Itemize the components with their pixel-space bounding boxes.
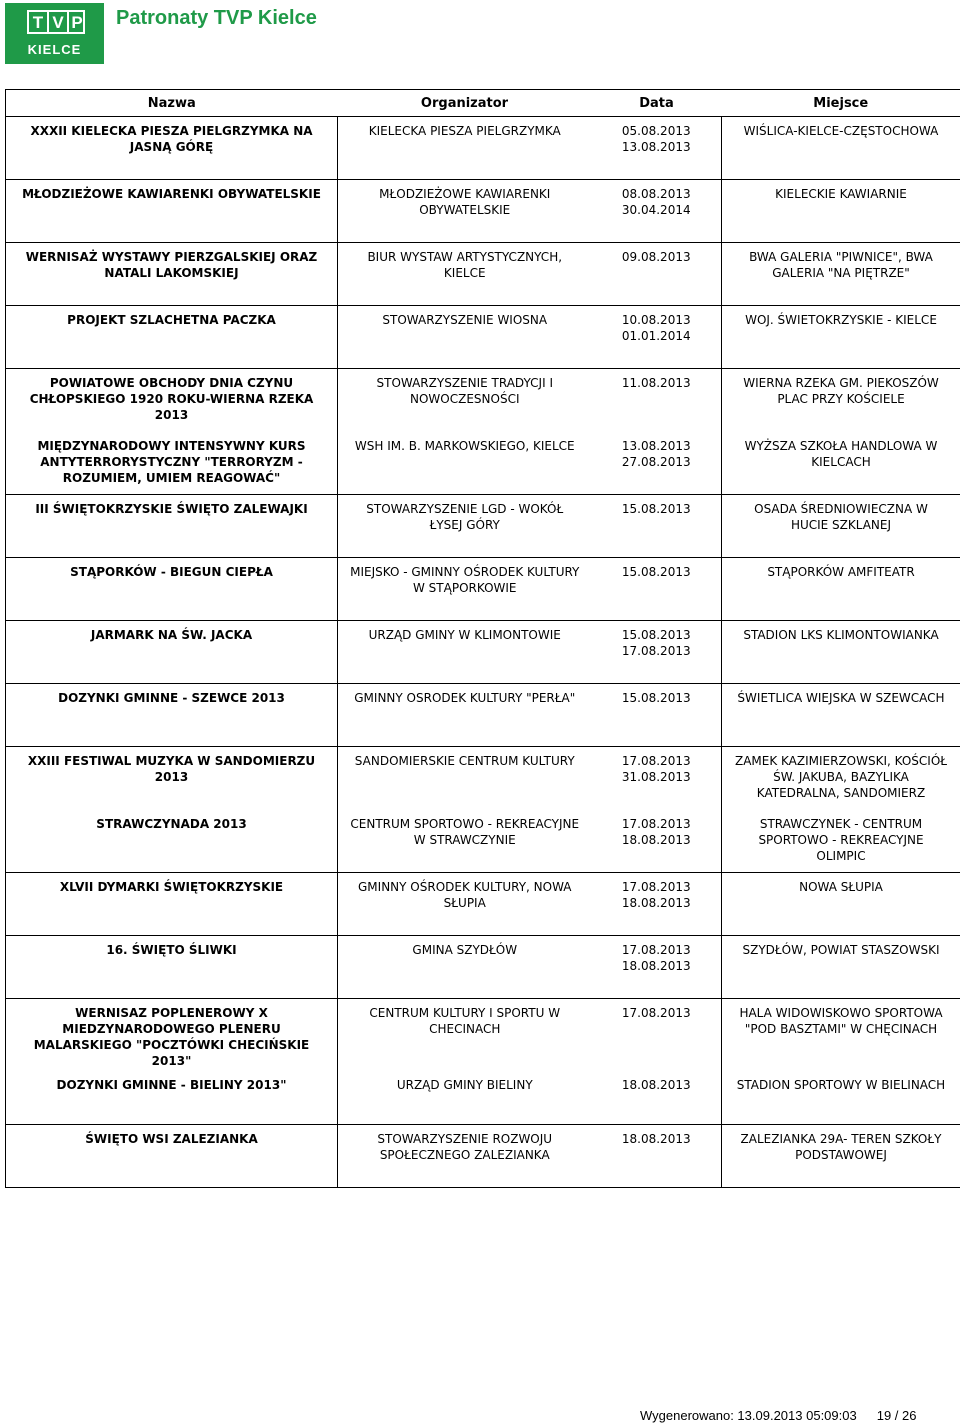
organizer-cell: BIUR WYSTAW ARTYSTYCZNYCH, KIELCE: [338, 243, 592, 306]
event-name-cell: WERNISAZ POPLENEROWY X MIEDZYNARODOWEGO PLENERU MALARSKIEGO "POCZTÓWKI CHECIŃSKIE 2013": [6, 999, 338, 1071]
event-name-cell: STRAWCZYNADA 2013: [6, 810, 338, 873]
place-cell: ŚWIETLICA WIEJSKA W SZEWCACH: [722, 684, 960, 747]
organizer-cell: STOWARZYSZENIE WIOSNA: [338, 306, 592, 369]
place-cell: NOWA SŁUPIA: [722, 873, 960, 936]
event-name-cell: MIĘDZYNARODOWY INTENSYWNY KURS ANTYTERRORYSTYCZNY "TERRORYZM - ROZUMIEM, UMIEM REAGOWAĆ": [6, 432, 338, 495]
table-row: [6, 747, 960, 810]
table-header: [6, 90, 960, 117]
page-footer: [640, 1408, 916, 1423]
table-row: [6, 621, 960, 684]
event-name-cell: PROJEKT SZLACHETNA PACZKA: [6, 306, 338, 369]
event-name-cell: III ŚWIĘTOKRZYSKIE ŚWIĘTO ZALEWAJKI: [6, 495, 338, 558]
event-name-cell: XLVII DYMARKI ŚWIĘTOKRZYSKIE: [6, 873, 338, 936]
organizer-cell: CENTRUM SPORTOWO - REKREACYJNE W STRAWCZYNIE: [338, 810, 592, 873]
event-name-cell: XXXII KIELECKA PIESZA PIELGRZYMKA NA JASNĄ GÓRĘ: [6, 117, 338, 180]
table-row: [6, 873, 960, 936]
place-cell: HALA WIDOWISKOWO SPORTOWA "POD BASZTAMI" W CHĘCINACH: [722, 999, 960, 1071]
place-cell: ZALEZIANKA 29A- TEREN SZKOŁY PODSTAWOWEJ: [722, 1125, 960, 1188]
table-row: [6, 810, 960, 873]
event-name-cell: POWIATOWE OBCHODY DNIA CZYNU CHŁOPSKIEGO 1920 ROKU-WIERNA RZEKA 2013: [6, 369, 338, 432]
generated-timestamp: Wygenerowano: 13.09.2013 05:09:03: [640, 1408, 857, 1423]
date-cell: 11.08.2013: [621, 376, 691, 390]
table-row: [6, 117, 960, 180]
organizer-cell: URZĄD GMINY W KLIMONTOWIE: [338, 621, 592, 684]
place-cell: STADION SPORTOWY W BIELINACH: [722, 1071, 960, 1125]
organizer-cell: GMINNY OSRODEK KULTURY "PERŁA": [338, 684, 592, 747]
organizer-cell: SANDOMIERSKIE CENTRUM KULTURY: [354, 754, 575, 768]
place-cell: WIERNA RZEKA GM. PIEKOSZÓW PLAC PRZY KOŚCIELE: [722, 369, 960, 432]
logo-letter-v: V: [52, 13, 64, 32]
date-cell: 08.08.2013 30.04.2014: [592, 180, 722, 243]
place-cell: ZAMEK KAZIMIERZOWSKI, KOŚCIÓŁ ŚW. JAKUBA, BAZYLIKA KATEDRALNA, SANDOMIERZ: [722, 747, 960, 810]
event-name-cell: DOZYNKI GMINNE - SZEWCE 2013: [6, 684, 338, 747]
place-cell: WOJ. ŚWIETOKRZYSKIE - KIELCE: [722, 306, 960, 369]
organizer-cell: GMINNY OŚRODEK KULTURY, NOWA SŁUPIA: [338, 873, 592, 936]
place-cell: BWA GALERIA "PIWNICE", BWA GALERIA "NA PIĘTRZE": [722, 243, 960, 306]
organizer-cell: MIEJSKO - GMINNY OŚRODEK KULTURY W STĄPORKOWIE: [338, 558, 592, 621]
date-cell: 15.08.2013 17.08.2013: [592, 621, 722, 684]
table-row: [6, 1071, 960, 1125]
place-cell: STRAWCZYNEK - CENTRUM SPORTOWO - REKREACYJNE OLIMPIC: [722, 810, 960, 873]
date-cell: 17.08.2013 18.08.2013: [592, 873, 722, 936]
table-row: [6, 1125, 960, 1188]
table-row: [6, 495, 960, 558]
organizer-cell: MŁODZIEŻOWE KAWIARENKI OBYWATELSKIE: [338, 180, 592, 243]
logo-letter-p: P: [71, 13, 83, 32]
organizer-cell: STOWARZYSZENIE TRADYCJI I NOWOCZESNOŚCI: [376, 376, 553, 406]
table-body: [6, 117, 960, 1188]
date-cell: 17.08.2013: [621, 1006, 691, 1020]
place-cell: WYŻSZA SZKOŁA HANDLOWA W KIELCACH: [722, 432, 960, 495]
date-cell: 10.08.2013 01.01.2014: [592, 306, 722, 369]
table-row: [6, 306, 960, 369]
place-cell: STADION LKS KLIMONTOWIANKA: [722, 621, 960, 684]
events-table: [5, 89, 960, 1188]
table-row: [6, 180, 960, 243]
date-cell: 15.08.2013: [592, 495, 722, 558]
organizer-cell: KIELECKA PIESZA PIELGRZYMKA: [338, 117, 592, 180]
event-name-cell: ŚWIĘTO WSI ZALEZIANKA: [6, 1125, 338, 1188]
event-name-cell: DOZYNKI GMINNE - BIELINY 2013": [6, 1071, 338, 1125]
date-cell: 05.08.2013 13.08.2013: [592, 117, 722, 180]
logo-city: KIELCE: [27, 42, 82, 57]
organizer-cell: STOWARZYSZENIE ROZWOJU SPOŁECZNEGO ZALEZIANKA: [338, 1125, 592, 1188]
table-row: [6, 432, 960, 495]
date-cell: 18.08.2013: [592, 1071, 722, 1125]
table-row: [6, 558, 960, 621]
event-name-cell: JARMARK NA ŚW. JACKA: [6, 621, 338, 684]
logo-letter-t: T: [32, 13, 44, 32]
column-header-date: Data: [592, 90, 722, 117]
date-cell: 17.08.2013 31.08.2013: [621, 754, 691, 784]
page-number: 19 / 26: [876, 1408, 917, 1423]
tvp-logo-box: [27, 10, 85, 34]
column-header-place: Miejsce: [722, 90, 960, 117]
organizer-cell: WSH IM. B. MARKOWSKIEGO, KIELCE: [338, 432, 592, 495]
date-cell: 17.08.2013 18.08.2013: [592, 810, 722, 873]
organizer-cell: CENTRUM KULTURY I SPORTU W CHECINACH: [369, 1006, 561, 1036]
table-row: [6, 999, 960, 1071]
page-title: Patronaty TVP Kielce: [116, 7, 317, 29]
event-name-cell: MŁODZIEŻOWE KAWIARENKI OBYWATELSKIE: [6, 180, 338, 243]
event-name-cell: STĄPORKÓW - BIEGUN CIEPŁA: [6, 558, 338, 621]
place-cell: STĄPORKÓW AMFITEATR: [722, 558, 960, 621]
column-header-name: Nazwa: [6, 90, 338, 117]
table-row: [6, 243, 960, 306]
table-row: [6, 369, 960, 432]
date-cell: 18.08.2013: [592, 1125, 722, 1188]
table-header-row: [6, 90, 960, 117]
place-cell: SZYDŁÓW, POWIAT STASZOWSKI: [722, 936, 960, 999]
organizer-cell: GMINA SZYDŁÓW: [338, 936, 592, 999]
date-cell: 15.08.2013: [592, 684, 722, 747]
event-name-cell: WERNISAŻ WYSTAWY PIERZGALSKIEJ ORAZ NATALI LAKOMSKIEJ: [6, 243, 338, 306]
date-cell: 09.08.2013: [592, 243, 722, 306]
place-cell: WIŚLICA-KIELCE-CZĘSTOCHOWA: [722, 117, 960, 180]
column-header-organizer: Organizator: [338, 90, 592, 117]
organizer-cell: URZĄD GMINY BIELINY: [338, 1071, 592, 1125]
date-cell: 15.08.2013: [592, 558, 722, 621]
place-cell: OSADA ŚREDNIOWIECZNA W HUCIE SZKLANEJ: [722, 495, 960, 558]
organizer-cell: STOWARZYSZENIE LGD - WOKÓŁ ŁYSEJ GÓRY: [338, 495, 592, 558]
tvp-kielce-logo: [5, 3, 104, 64]
place-cell: KIELECKIE KAWIARNIE: [722, 180, 960, 243]
table-row: [6, 684, 960, 747]
date-cell: 17.08.2013 18.08.2013: [592, 936, 722, 999]
event-name-cell: XXIII FESTIWAL MUZYKA W SANDOMIERZU 2013: [6, 747, 338, 810]
date-cell: 13.08.2013 27.08.2013: [592, 432, 722, 495]
table-row: [6, 936, 960, 999]
event-name-cell: 16. ŚWIĘTO ŚLIWKI: [6, 936, 338, 999]
